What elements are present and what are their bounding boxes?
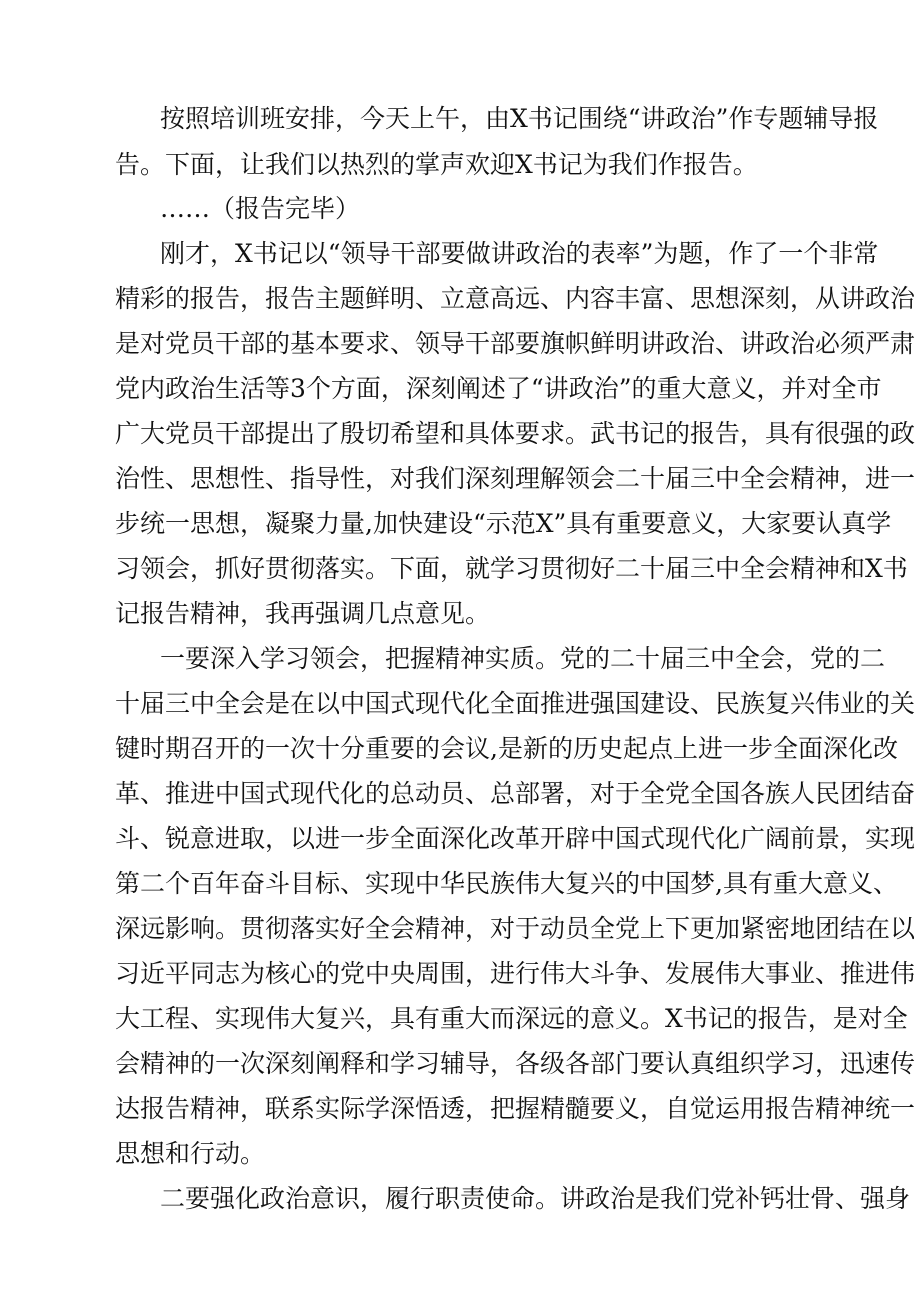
text-line: 刚才，X书记以“领导干部要做讲政治的表率”为题，作了一个非常 [160,239,879,268]
text-line: 二要强化政治意识，履行职责使命。讲政治是我们党补钙壮骨、强身 [160,1184,911,1213]
text-line: 大工程、实现伟大复兴，具有重大而深远的意义。X书记的报告，是对全 [115,1004,908,1033]
text-line: 党内政治生活等3个方面，深刻阐述了“讲政治”的重大意义，并对全市 [115,374,882,403]
text-line: 键时期召开的一次十分重要的会议,是新的历史起点上进一步全面深化改 [115,734,898,763]
text-line: 一要深入学习领会，把握精神实质。党的二十届三中全会，党的二 [160,644,886,673]
text-line: ……（报告完毕） [160,194,361,223]
text-line: 记报告精神，我再强调几点意见。 [115,599,491,628]
text-line: 告。下面，让我们以热烈的掌声欢迎X书记为我们作报告。 [115,150,758,179]
text-line: 深远影响。贯彻落实好全会精神，对于动员全党上下更加紧密地团结在以 [115,914,916,943]
text-line: 斗、锐意进取，以进一步全面深化改革开辟中国式现代化广阔前景，实现 [115,824,916,853]
text-line: 十届三中全会是在以中国式现代化全面推进强国建设、民族复兴伟业的关 [115,689,916,718]
text-line: 思想和行动。 [115,1139,266,1168]
text-line: 会精神的一次深刻阐释和学习辅导，各级各部门要认真组织学习，迅速传 [115,1049,916,1078]
text-line: 是对党员干部的基本要求、领导干部要旗帜鲜明讲政治、讲政治必须严肃 [115,329,916,358]
text-line: 第二个百年奋斗目标、实现中华民族伟大复兴的中国梦,具有重大意义、 [115,869,898,898]
text-line: 达报告精神，联系实际学深悟透，把握精髓要义，自觉运用报告精神统一 [115,1094,916,1123]
text-line: 广大党员干部提出了殷切希望和具体要求。武书记的报告，具有很强的政 [115,419,916,448]
text-line: 治性、思想性、指导性，对我们深刻理解领会二十届三中全会精神，进一 [115,464,916,493]
text-line: 按照培训班安排，今天上午，由X书记围绕“讲政治”作专题辅导报 [160,104,879,133]
text-line: 习领会，抓好贯彻落实。下面，就学习贯彻好二十届三中全会精神和X书 [115,554,908,583]
text-line: 精彩的报告，报告主题鲜明、立意高远、内容丰富、思想深刻，从讲政治 [115,284,916,313]
text-line: 步统一思想，凝聚力量,加快建设“示范X”具有重要意义，大家要认真学 [115,509,892,538]
text-line: 习近平同志为核心的党中央周围，进行伟大斗争、发展伟大事业、推进伟 [115,959,916,988]
text-line: 革、推进中国式现代化的总动员、总部署，对于全党全国各族人民团结奋 [115,779,916,808]
